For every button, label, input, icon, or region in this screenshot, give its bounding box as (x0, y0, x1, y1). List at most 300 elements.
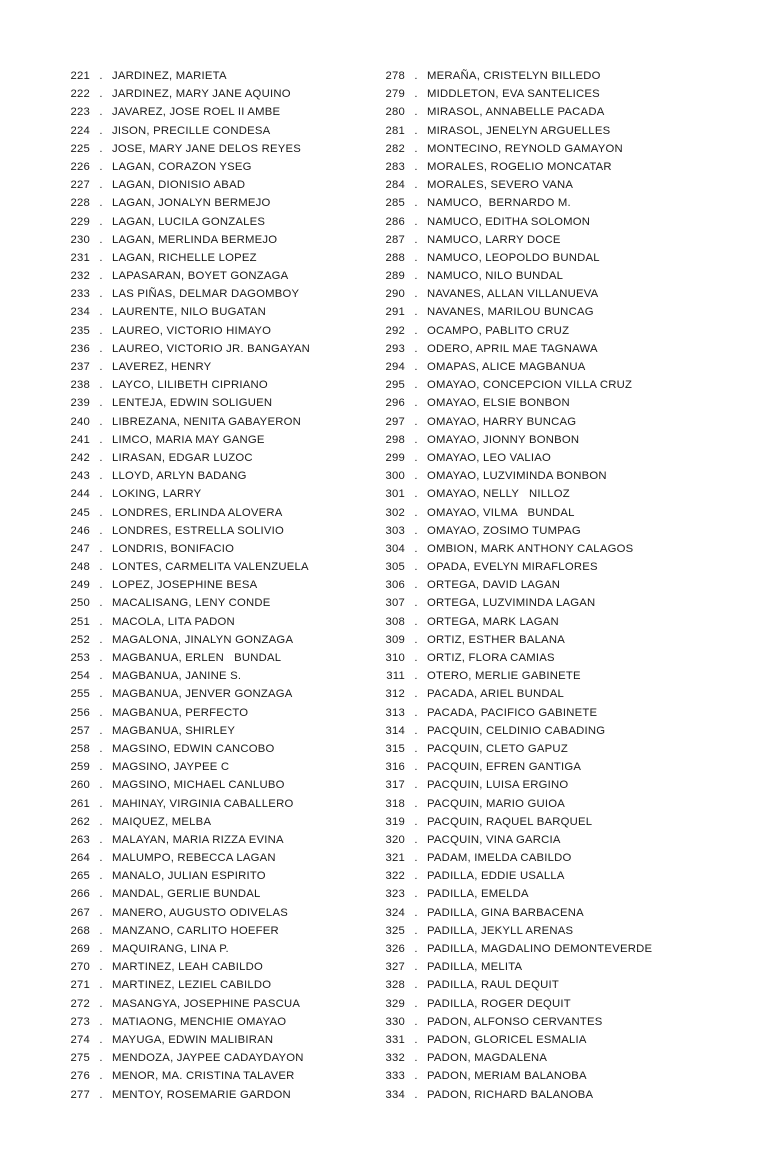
entry-number: 279 (385, 88, 405, 101)
roster-entry (64, 1067, 374, 1085)
entry-name: MANERO, AUGUSTO ODIVELAS (112, 906, 288, 919)
entry-number: 250 (70, 597, 90, 610)
entry-name: OMBION, MARK ANTHONY CALAGOS (427, 542, 634, 555)
roster-entry (64, 649, 374, 667)
roster-entry (64, 1086, 374, 1104)
roster-entry (379, 158, 729, 176)
roster-entry (64, 103, 374, 121)
entry-name: MAIQUEZ, MELBA (112, 815, 212, 828)
entry-number: 291 (385, 306, 405, 319)
entry-name: OMAPAS, ALICE MAGBANUA (427, 361, 586, 373)
entry-name: NAVANES, ALLAN VILLANUEVA (427, 288, 599, 301)
entry-name: OMAYAO, ZOSIMO TUMPAG (427, 524, 581, 537)
entry-separator: . (414, 779, 418, 792)
entry-name: LAGAN, RICHELLE LOPEZ (112, 251, 257, 264)
entry-separator: . (414, 179, 418, 192)
roster-entry (379, 885, 729, 903)
entry-number: 223 (70, 106, 90, 119)
entry-name: PADON, GLORICEL ESMALIA (427, 1033, 587, 1046)
entry-separator: . (414, 488, 418, 501)
entry-number: 263 (70, 833, 90, 846)
entry-number: 269 (70, 943, 90, 955)
roster-entry (379, 995, 729, 1013)
entry-separator: . (414, 270, 418, 283)
entry-name: MAHINAY, VIRGINIA CABALLERO (112, 797, 294, 810)
entry-number: 231 (70, 251, 90, 264)
entry-separator: . (414, 652, 418, 664)
entry-number: 252 (70, 633, 90, 646)
roster-entry (379, 449, 729, 467)
entry-name: OMAYAO, LUZVIMINDA BONBON (427, 470, 607, 483)
roster-entry (64, 576, 374, 594)
roster-entry (379, 613, 729, 631)
roster-entry (64, 558, 374, 576)
entry-separator: . (414, 924, 418, 937)
entry-separator: . (99, 433, 103, 446)
entry-separator: . (414, 833, 418, 846)
entry-name: OMAYAO, LEO VALIAO (427, 451, 551, 464)
roster-entry (64, 322, 374, 340)
roster-entry (64, 267, 374, 285)
entry-separator: . (99, 997, 103, 1010)
entry-name: LLOYD, ARLYN BADANG (112, 470, 247, 483)
entry-separator: . (99, 124, 103, 137)
entry-name: ORTEGA, DAVID LAGAN (427, 579, 561, 592)
roster-entry (379, 504, 729, 522)
entry-number: 306 (385, 579, 405, 592)
roster-entry (379, 776, 729, 794)
entry-number: 326 (385, 943, 405, 955)
roster-entry (379, 267, 729, 285)
entry-number: 258 (70, 742, 90, 755)
entry-separator: . (99, 633, 103, 646)
entry-separator: . (99, 215, 103, 228)
entry-name: PACQUIN, LUISA ERGINO (427, 779, 569, 792)
entry-number: 329 (385, 997, 405, 1010)
entry-number: 235 (70, 324, 90, 337)
entry-separator: . (99, 542, 103, 555)
entry-number: 316 (385, 761, 405, 774)
entry-separator: . (99, 943, 103, 955)
entry-number: 324 (385, 906, 405, 919)
entry-name: MAYUGA, EDWIN MALIBIRAN (112, 1033, 274, 1046)
entry-separator: . (99, 797, 103, 810)
entry-name: MACOLA, LITA PADON (112, 615, 235, 628)
entry-name: NAMUCO, EDITHA SOLOMON (427, 215, 591, 228)
entry-name: OMAYAO, CONCEPCION VILLA CRUZ (427, 379, 633, 392)
roster-entry (64, 831, 374, 849)
entry-number: 287 (385, 233, 405, 246)
entry-name: OMAYAO, JIONNY BONBON (427, 433, 580, 446)
entry-number: 272 (70, 997, 90, 1010)
entry-name: MERAÑA, CRISTELYN BILLEDO (427, 70, 601, 82)
entry-separator: . (414, 979, 418, 992)
roster-entry (64, 449, 374, 467)
entry-name: LAGAN, MERLINDA BERMEJO (112, 233, 278, 246)
entry-name: LONDRES, ERLINDA ALOVERA (112, 506, 283, 519)
entry-separator: . (414, 397, 418, 410)
entry-separator: . (99, 324, 103, 337)
roster-entry (379, 285, 729, 303)
roster-entry (379, 594, 729, 612)
roster-entry (64, 140, 374, 158)
entry-separator: . (99, 833, 103, 846)
entry-number: 286 (385, 215, 405, 228)
entry-number: 278 (385, 70, 405, 82)
entry-number: 238 (70, 379, 90, 392)
entry-number: 262 (70, 815, 90, 828)
entry-separator: . (414, 470, 418, 483)
roster-entry (379, 922, 729, 940)
entry-name: LONTES, CARMELITA VALENZUELA (112, 561, 309, 574)
roster-entry (64, 940, 374, 958)
entry-number: 314 (385, 724, 405, 737)
roster-entry (379, 1067, 729, 1085)
roster-entry (64, 176, 374, 194)
entry-number: 267 (70, 906, 90, 919)
entry-separator: . (414, 415, 418, 428)
entry-separator: . (99, 361, 103, 373)
roster-entry (379, 576, 729, 594)
entry-number: 248 (70, 561, 90, 574)
entry-number: 333 (385, 1070, 405, 1083)
roster-entry (64, 376, 374, 394)
entry-number: 284 (385, 179, 405, 192)
entry-number: 259 (70, 761, 90, 774)
roster-entry (64, 394, 374, 412)
entry-number: 305 (385, 561, 405, 574)
entry-name: JARDINEZ, MARY JANE AQUINO (112, 88, 291, 101)
entry-separator: . (99, 379, 103, 392)
entry-name: MENTOY, ROSEMARIE GARDON (112, 1088, 291, 1101)
roster-entry (64, 485, 374, 503)
entry-separator: . (414, 597, 418, 610)
entry-name: OPADA, EVELYN MIRAFLORES (427, 561, 598, 574)
entry-separator: . (99, 652, 103, 664)
roster-entry (379, 231, 729, 249)
entry-separator: . (414, 579, 418, 592)
entry-name: LAGAN, CORAZON YSEG (112, 160, 252, 173)
entry-name: MAGBANUA, PERFECTO (112, 706, 249, 719)
roster-entry (64, 667, 374, 685)
roster-entry (379, 540, 729, 558)
entry-number: 228 (70, 197, 90, 210)
roster-entry (64, 358, 374, 376)
entry-number: 234 (70, 306, 90, 319)
entry-number: 296 (385, 397, 405, 410)
roster-column-left (64, 67, 374, 1104)
roster-entry (64, 976, 374, 994)
roster-entry (64, 704, 374, 722)
entry-name: MIRASOL, ANNABELLE PACADA (427, 106, 605, 119)
roster-entry (379, 213, 729, 231)
entry-number: 331 (385, 1033, 405, 1046)
roster-entry (64, 758, 374, 776)
roster-entry (64, 995, 374, 1013)
entry-name: PADON, MAGDALENA (427, 1052, 548, 1065)
roster-entry (64, 813, 374, 831)
roster-column-right (379, 67, 729, 1104)
entry-name: MIDDLETON, EVA SANTELICES (427, 88, 600, 101)
entry-number: 241 (70, 433, 90, 446)
entry-separator: . (99, 579, 103, 592)
roster-entry (379, 67, 729, 85)
entry-separator: . (99, 233, 103, 246)
roster-entry (379, 358, 729, 376)
roster-entry (379, 467, 729, 485)
roster-entry (64, 740, 374, 758)
roster-entry (64, 849, 374, 867)
entry-separator: . (414, 379, 418, 392)
entry-separator: . (99, 488, 103, 501)
entry-number: 246 (70, 524, 90, 537)
entry-separator: . (99, 1088, 103, 1101)
entry-number: 225 (70, 142, 90, 155)
entry-separator: . (414, 160, 418, 173)
entry-name: OCAMPO, PABLITO CRUZ (427, 324, 570, 337)
entry-separator: . (414, 943, 418, 955)
entry-number: 319 (385, 815, 405, 828)
entry-name: OMAYAO, NELLY NILLOZ (427, 488, 570, 501)
entry-separator: . (99, 160, 103, 173)
roster-entry (379, 958, 729, 976)
entry-name: PADON, ALFONSO CERVANTES (427, 1015, 603, 1028)
entry-number: 312 (385, 688, 405, 701)
entry-number: 282 (385, 142, 405, 155)
entry-name: ORTEGA, LUZVIMINDA LAGAN (427, 597, 596, 610)
roster-entry (379, 849, 729, 867)
entry-number: 310 (385, 652, 405, 664)
roster-entry (64, 249, 374, 267)
entry-separator: . (99, 1015, 103, 1028)
roster-entry (64, 213, 374, 231)
entry-name: PADILLA, GINA BARBACENA (427, 906, 584, 919)
roster-entry (379, 394, 729, 412)
entry-separator: . (414, 906, 418, 919)
entry-name: PACQUIN, EFREN GANTIGA (427, 761, 582, 774)
entry-number: 249 (70, 579, 90, 592)
entry-separator: . (99, 306, 103, 319)
roster-entry (64, 85, 374, 103)
entry-name: MACALISANG, LENY CONDE (112, 597, 271, 610)
entry-separator: . (99, 688, 103, 701)
roster-entry (379, 976, 729, 994)
roster-entry (64, 540, 374, 558)
entry-name: MARTINEZ, LEZIEL CABILDO (112, 979, 272, 992)
entry-number: 298 (385, 433, 405, 446)
entry-name: LAUREO, VICTORIO JR. BANGAYAN (112, 342, 311, 355)
entry-separator: . (99, 670, 103, 683)
entry-number: 330 (385, 1015, 405, 1028)
roster-entry (379, 631, 729, 649)
roster-entry (379, 413, 729, 431)
entry-name: JARDINEZ, MARIETA (112, 70, 227, 82)
entry-number: 271 (70, 979, 90, 992)
entry-separator: . (414, 197, 418, 210)
entry-name: PADILLA, EMELDA (427, 888, 529, 901)
entry-number: 232 (70, 270, 90, 283)
roster-entry (379, 1049, 729, 1067)
entry-number: 313 (385, 706, 405, 719)
entry-number: 311 (386, 670, 405, 683)
roster-entry (64, 522, 374, 540)
roster-entry (64, 467, 374, 485)
entry-number: 239 (70, 397, 90, 410)
roster-entry (379, 685, 729, 703)
entry-name: PADON, RICHARD BALANOBA (427, 1088, 594, 1101)
entry-name: MARTINEZ, LEAH CABILDO (112, 961, 264, 974)
entry-name: MORALES, SEVERO VANA (427, 179, 574, 192)
entry-separator: . (99, 924, 103, 937)
entry-name: MAGBANUA, JENVER GONZAGA (112, 688, 293, 701)
entry-number: 334 (385, 1088, 405, 1101)
entry-number: 256 (70, 706, 90, 719)
entry-separator: . (99, 852, 103, 865)
entry-name: PACQUIN, CLETO GAPUZ (427, 742, 568, 755)
entry-name: PACQUIN, RAQUEL BARQUEL (427, 815, 593, 828)
entry-number: 275 (70, 1052, 90, 1065)
entry-name: OMAYAO, VILMA BUNDAL (427, 506, 575, 519)
entry-name: ORTIZ, FLORA CAMIAS (427, 652, 555, 664)
entry-number: 245 (70, 506, 90, 519)
entry-name: LOPEZ, JOSEPHINE BESA (112, 579, 258, 592)
entry-name: PACADA, ARIEL BUNDAL (427, 688, 564, 701)
entry-number: 247 (70, 542, 90, 555)
entry-name: LIMCO, MARIA MAY GANGE (112, 433, 265, 446)
roster-entry (64, 613, 374, 631)
entry-separator: . (99, 561, 103, 574)
entry-separator: . (414, 633, 418, 646)
entry-name: OMAYAO, ELSIE BONBON (427, 397, 570, 410)
entry-name: PADAM, IMELDA CABILDO (427, 852, 572, 865)
roster-entry (379, 303, 729, 321)
roster-entry (379, 558, 729, 576)
entry-number: 281 (385, 124, 405, 137)
entry-number: 236 (70, 342, 90, 355)
roster-entry (64, 303, 374, 321)
entry-separator: . (414, 1033, 418, 1046)
entry-name: MAGBANUA, JANINE S. (112, 670, 242, 683)
entry-separator: . (414, 506, 418, 519)
entry-separator: . (414, 688, 418, 701)
roster-entry (379, 194, 729, 212)
entry-separator: . (99, 779, 103, 792)
entry-name: LONDRES, ESTRELLA SOLIVIO (112, 524, 285, 537)
roster-entry (379, 485, 729, 503)
roster-entry (64, 922, 374, 940)
entry-separator: . (414, 1070, 418, 1083)
entry-name: LONDRIS, BONIFACIO (112, 542, 235, 555)
entry-separator: . (414, 1052, 418, 1065)
entry-separator: . (414, 761, 418, 774)
roster-entry (64, 504, 374, 522)
entry-separator: . (99, 470, 103, 483)
entry-name: MAGBANUA, ERLEN BUNDAL (112, 652, 282, 664)
entry-number: 255 (70, 688, 90, 701)
roster-entry (379, 704, 729, 722)
entry-name: PADILLA, EDDIE USALLA (427, 870, 565, 883)
entry-separator: . (414, 524, 418, 537)
entry-number: 268 (70, 924, 90, 937)
entry-separator: . (99, 506, 103, 519)
entry-number: 309 (385, 633, 405, 646)
roster-entry (379, 649, 729, 667)
entry-separator: . (414, 961, 418, 974)
entry-number: 299 (385, 451, 405, 464)
entry-separator: . (414, 997, 418, 1010)
entry-name: NAMUCO, BERNARDO M. (427, 197, 571, 210)
roster-entry (64, 158, 374, 176)
roster-entry (64, 194, 374, 212)
entry-separator: . (99, 724, 103, 737)
entry-name: LIRASAN, EDGAR LUZOC (112, 451, 253, 464)
entry-separator: . (99, 979, 103, 992)
entry-name: PADILLA, RAUL DEQUIT (427, 979, 559, 992)
entry-number: 289 (385, 270, 405, 283)
entry-name: LAGAN, LUCILA GONZALES (112, 215, 266, 228)
entry-name: MENOR, MA. CRISTINA TALAVER (112, 1070, 295, 1083)
entry-name: PADILLA, ROGER DEQUIT (427, 997, 571, 1010)
entry-separator: . (99, 597, 103, 610)
entry-name: LAYCO, LILIBETH CIPRIANO (112, 379, 268, 392)
entry-name: PACADA, PACIFICO GABINETE (427, 706, 598, 719)
entry-name: OTERO, MERLIE GABINETE (427, 670, 581, 683)
entry-name: ORTEGA, MARK LAGAN (427, 615, 559, 628)
entry-separator: . (414, 852, 418, 865)
entry-separator: . (414, 670, 418, 683)
entry-name: MATIAONG, MENCHIE OMAYAO (112, 1015, 287, 1028)
entry-number: 265 (70, 870, 90, 883)
entry-separator: . (414, 1015, 418, 1028)
roster-entry (64, 904, 374, 922)
roster-entry (64, 594, 374, 612)
entry-separator: . (414, 1088, 418, 1101)
entry-separator: . (99, 706, 103, 719)
entry-name: LENTEJA, EDWIN SOLIGUEN (112, 397, 273, 410)
roster-entry (379, 867, 729, 885)
entry-number: 327 (385, 961, 405, 974)
entry-name: LAVEREZ, HENRY (112, 361, 212, 373)
roster-entry (379, 831, 729, 849)
roster-entry (64, 413, 374, 431)
entry-number: 243 (70, 470, 90, 483)
entry-separator: . (99, 615, 103, 628)
entry-separator: . (99, 142, 103, 155)
entry-number: 280 (385, 106, 405, 119)
entry-name: MALAYAN, MARIA RIZZA EVINA (112, 833, 284, 846)
roster-entry (379, 322, 729, 340)
entry-separator: . (99, 197, 103, 210)
entry-separator: . (414, 306, 418, 319)
entry-number: 318 (385, 797, 405, 810)
roster-columns (0, 67, 768, 1104)
entry-name: NAMUCO, NILO BUNDAL (427, 270, 564, 283)
roster-entry (64, 1013, 374, 1031)
entry-number: 270 (70, 961, 90, 974)
entry-separator: . (99, 70, 103, 82)
entry-separator: . (99, 342, 103, 355)
entry-number: 254 (70, 670, 90, 683)
roster-entry (379, 103, 729, 121)
entry-separator: . (99, 415, 103, 428)
roster-entry (379, 1086, 729, 1104)
entry-separator: . (99, 815, 103, 828)
entry-number: 295 (385, 379, 405, 392)
entry-separator: . (99, 761, 103, 774)
entry-name: LAURENTE, NILO BUGATAN (112, 306, 266, 319)
entry-separator: . (99, 1070, 103, 1083)
entry-number: 224 (70, 124, 90, 137)
